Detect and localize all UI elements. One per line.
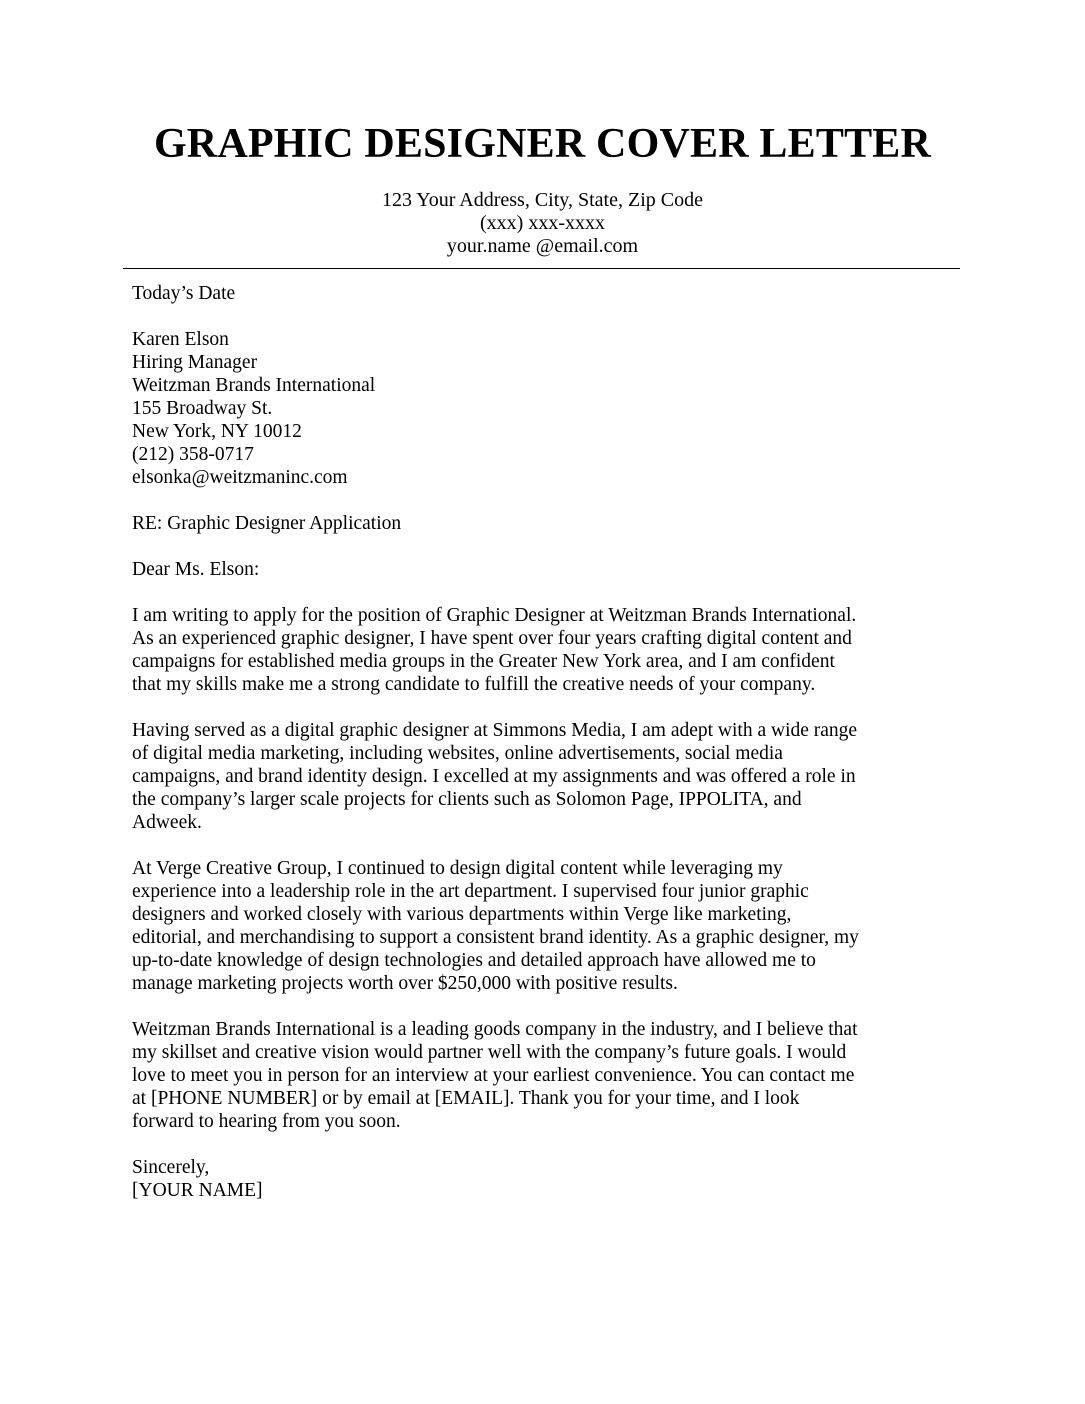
spacer — [132, 1133, 962, 1156]
spacer — [132, 305, 962, 328]
paragraph-line: that my skills make me a strong candidate to fulfill the creative needs of your company. — [132, 674, 816, 695]
recipient-email: elsonka@weitzmaninc.com — [132, 467, 348, 488]
paragraph-line: As an experienced graphic designer, I have spent over four years crafting digital content and — [132, 628, 852, 649]
document-title: GRAPHIC DESIGNER COVER LETTER — [153, 121, 932, 167]
paragraph-line: up-to-date knowledge of design technologies and detailed approach have allowed me to — [132, 950, 816, 971]
paragraph-line: Adweek. — [132, 812, 202, 833]
paragraph-line: of digital media marketing, including websites, online advertisements, social media — [132, 743, 783, 764]
recipient-street: 155 Broadway St. — [132, 398, 273, 419]
body-paragraph-1 — [132, 604, 962, 696]
paragraph-line: I am writing to apply for the position of Graphic Designer at Weitzman Brands International. — [132, 605, 857, 626]
sender-address: 123 Your Address, City, State, Zip Code — [382, 189, 703, 211]
closing: Sincerely, — [132, 1157, 210, 1178]
paragraph-line: Weitzman Brands International is a leading goods company in the industry, and I believe that — [132, 1019, 858, 1040]
spacer — [132, 489, 962, 512]
recipient-city: New York, NY 10012 — [132, 421, 302, 442]
sender-email: your.name @email.com — [446, 235, 639, 257]
letter-body — [132, 282, 962, 1202]
paragraph-line: experience into a leadership role in the art department. I supervised four junior graphic — [132, 881, 809, 902]
body-paragraph-3 — [132, 857, 962, 995]
recipient-phone: (212) 358-0717 — [132, 444, 254, 465]
body-paragraph-2 — [132, 719, 962, 834]
letter-date: Today’s Date — [132, 283, 236, 304]
salutation: Dear Ms. Elson: — [132, 559, 260, 580]
body-paragraph-4 — [132, 1018, 962, 1133]
recipient-title: Hiring Manager — [132, 352, 258, 373]
paragraph-line: my skillset and creative vision would partner well with the company’s future goals. I would — [132, 1042, 847, 1063]
paragraph-line: the company’s larger scale projects for clients such as Solomon Page, IPPOLITA, and — [132, 789, 802, 810]
paragraph-line: campaigns, and brand identity design. I excelled at my assignments and was offered a role in — [132, 766, 856, 787]
sender-phone: (xxx) xxx-xxxx — [480, 212, 605, 234]
spacer — [132, 581, 962, 604]
paragraph-line: at [PHONE NUMBER] or by email at [EMAIL]. Thank you for your time, and I look — [132, 1088, 800, 1109]
spacer — [132, 995, 962, 1018]
paragraph-line: At Verge Creative Group, I continued to design digital content while leveraging my — [132, 858, 783, 879]
paragraph-line: editorial, and merchandising to support a consistent brand identity. As a graphic designer, my — [132, 927, 859, 948]
recipient-block — [132, 328, 962, 489]
header-divider — [123, 268, 960, 269]
recipient-company: Weitzman Brands International — [132, 375, 376, 396]
signature-name: [YOUR NAME] — [132, 1180, 263, 1201]
paragraph-line: manage marketing projects worth over $250,000 with positive results. — [132, 973, 678, 994]
spacer — [132, 535, 962, 558]
spacer — [132, 834, 962, 857]
sender-contact-block — [0, 189, 1085, 258]
recipient-name: Karen Elson — [132, 329, 229, 350]
paragraph-line: campaigns for established media groups in the Greater New York area, and I am confident — [132, 651, 835, 672]
paragraph-line: love to meet you in person for an interview at your earliest convenience. You can contact me — [132, 1065, 855, 1086]
spacer — [132, 696, 962, 719]
paragraph-line: Having served as a digital graphic designer at Simmons Media, I am adept with a wide range — [132, 720, 858, 741]
paragraph-line: forward to hearing from you soon. — [132, 1111, 401, 1132]
subject-line: RE: Graphic Designer Application — [132, 513, 402, 534]
paragraph-line: designers and worked closely with various departments within Verge like marketing, — [132, 904, 792, 925]
